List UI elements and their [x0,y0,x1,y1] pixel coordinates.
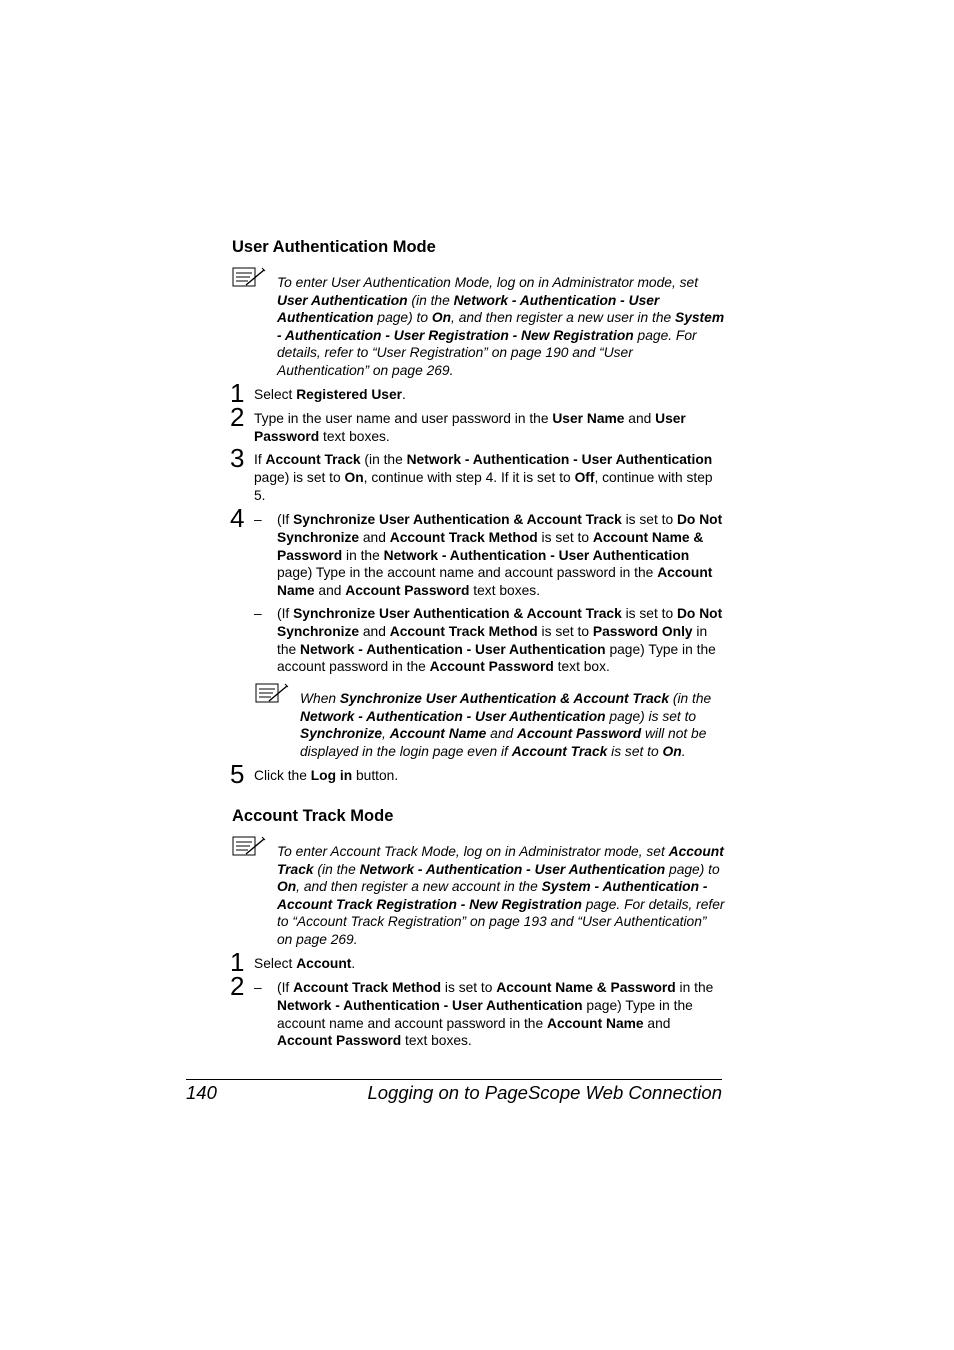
note-pencil-icon [232,266,266,288]
step-4-option-a: (If Synchronize User Authentication & Account Track is set to Do Not Synchronize and Account Track Method is set to Account Name & Password in the Network - Authentication - User Authentication page) Type in the account name and account password in the Account Name and Account Password text boxes. [277,512,723,599]
step-number-4: 4 [230,503,245,533]
step-number-1: 1 [230,378,245,408]
note-user-auth: To enter User Authentication Mode, log on in Administrator mode, set User Authentication (in the Network - Authentication - User Authentication page) to On, and then register a new user in the System - Authentication - User Registration - New Registration page. For details, refer to “User Registration” on page 190 and “User Authentication” on page 269. [277,275,725,378]
step-2-text: Type in the user name and user password in the User Name and User Password text boxes. [254,411,686,444]
step-number-1: 1 [230,947,245,977]
step-number-2: 2 [230,971,245,1001]
note-account-track: To enter Account Track Mode, log on in Administrator mode, set Account Track (in the Network - Authentication - User Authentication page) to On, and then register a new account in the System - Authentication - Account Track Registration - New Registration page. For details, refer to “Account Track Registration” on page 193 and “User Authentication” on page 269. [277,844,725,947]
step-number-5: 5 [230,759,245,789]
step-4-dash-b: – [254,606,262,621]
step-4-option-b: (If Synchronize User Authentication & Account Track is set to Do Not Synchronize and Account Track Method is set to Password Only in the Network - Authentication - User Authentication page) Type in the account password in the Account Password text box. [277,606,723,675]
step-1-text: Select Registered User. [254,387,406,402]
page-number: 140 [186,1082,217,1103]
step-5-text: Click the Log in button. [254,768,399,783]
account-step-2-dash: – [254,980,262,995]
step-4-dash-a: – [254,512,262,527]
step-number-3: 3 [230,443,245,473]
chapter-title: Logging on to PageScope Web Connection [367,1082,722,1103]
step-number-2: 2 [230,402,245,432]
footer-rule [186,1079,722,1080]
account-step-1-text: Select Account. [254,956,356,971]
note-synchronize: When Synchronize User Authentication & Account Track (in the Network - Authentication - User Authentication page) is set to Synchronize, Account Name and Account Password will not be displayed in the login page even if Account Track is set to On. [300,691,712,759]
section-heading-account-track: Account Track Mode [232,807,394,825]
note-pencil-icon [232,835,266,857]
section-heading-user-authentication: User Authentication Mode [232,238,436,256]
step-3-text: If Account Track (in the Network - Authentication - User Authentication page) is set to On, continue with step 4. If it is set to Off, continue with step 5. [254,452,713,503]
account-step-2-text: (If Account Track Method is set to Account Name & Password in the Network - Authentication - User Authentication page) Type in the account name and account password in the Account Name and Account Password text boxes. [277,980,714,1049]
note-pencil-icon [255,682,289,704]
